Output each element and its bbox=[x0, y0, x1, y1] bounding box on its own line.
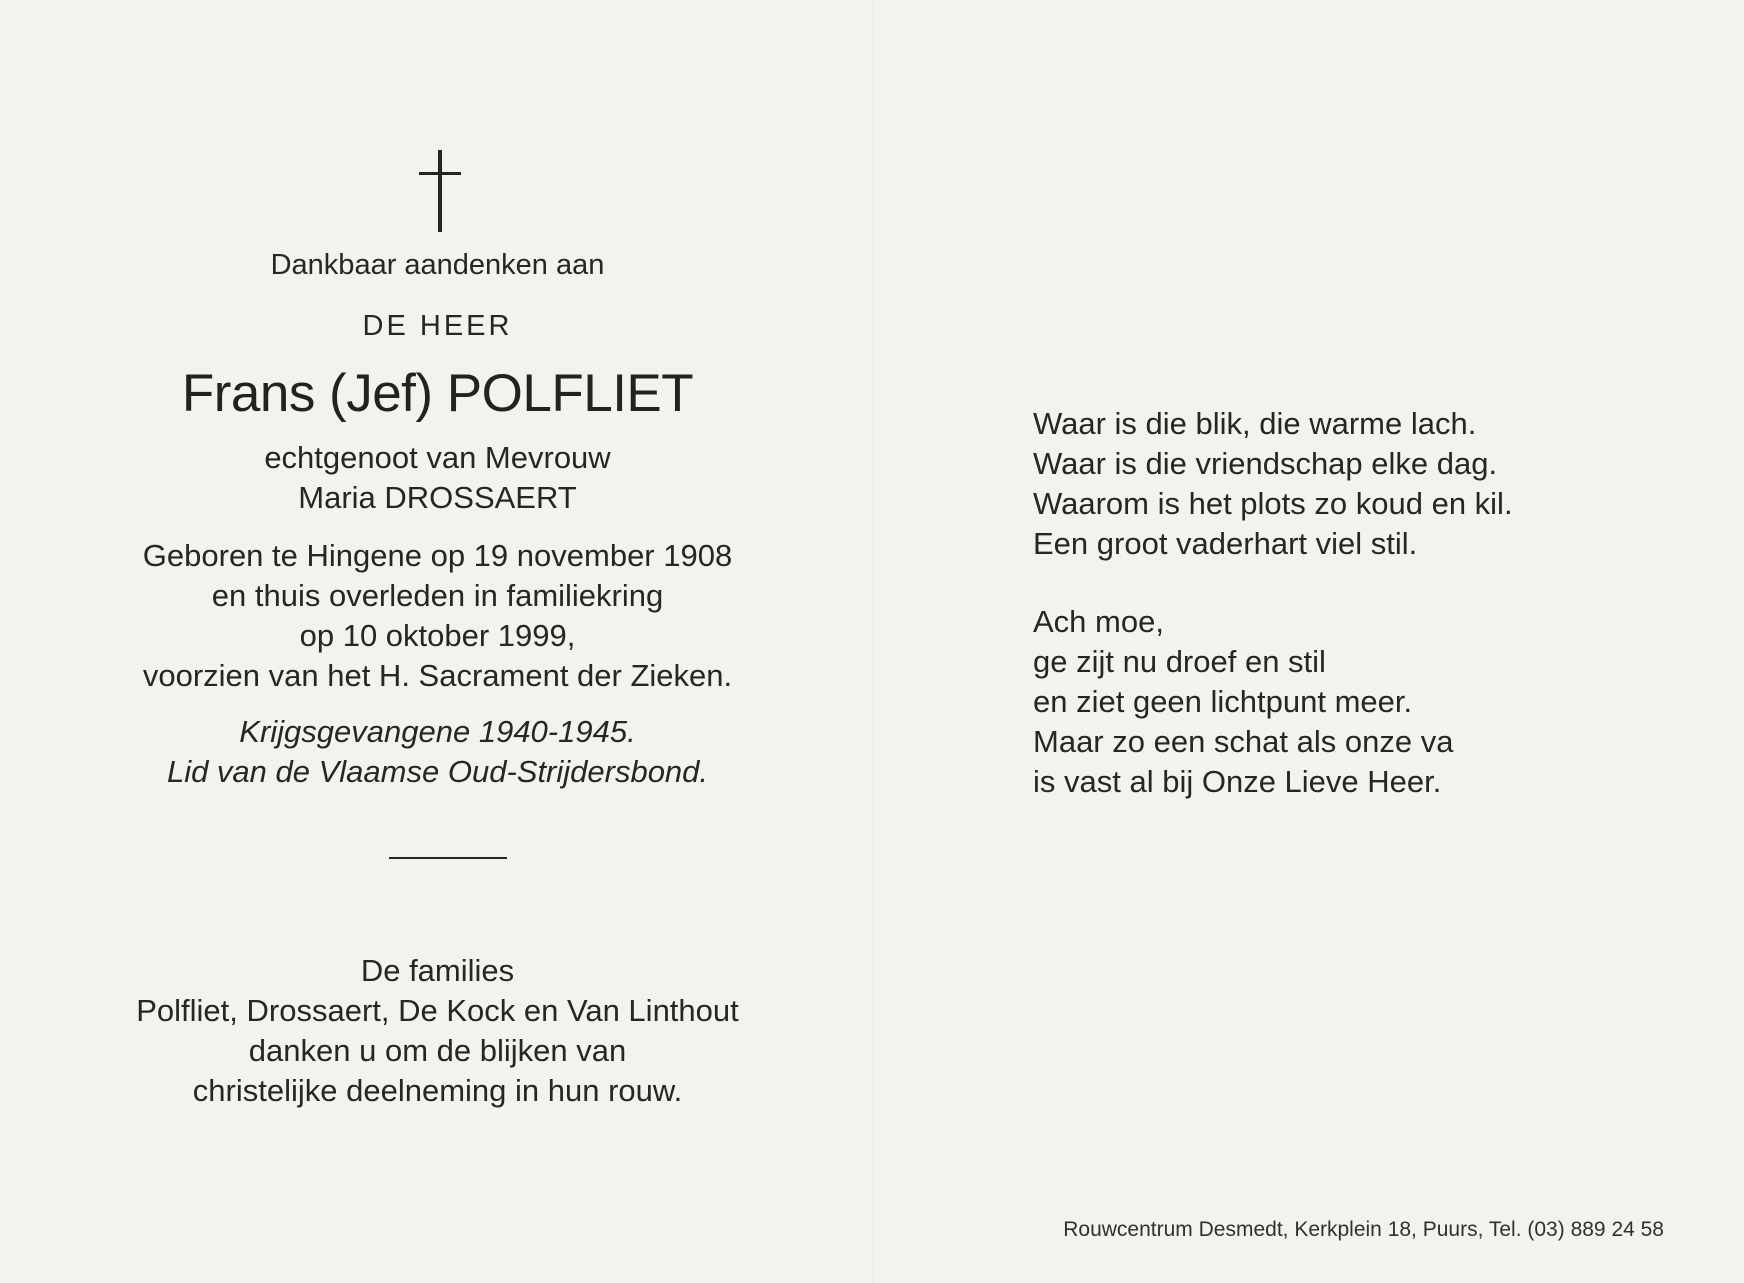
service-history-line: Krijgsgevangene 1940-1945. bbox=[239, 714, 636, 749]
funeral-home-footer: Rouwcentrum Desmedt, Kerkplein 18, Puurs, Tel. (03) 889 24 58 bbox=[1063, 1218, 1664, 1241]
spouse-name: Maria DROSSAERT bbox=[298, 480, 577, 515]
poem-line: Waar is die vriendschap elke dag. bbox=[1033, 446, 1498, 481]
poem-line: en ziet geen lichtpunt meer. bbox=[1033, 684, 1413, 719]
honorific-title: DE HEER bbox=[362, 310, 513, 342]
poem-line: Maar zo een schat als onze va bbox=[1033, 724, 1454, 759]
poem-line: Waarom is het plots zo koud en kil. bbox=[1033, 486, 1513, 521]
poem-line: Een groot vaderhart viel stil. bbox=[1033, 526, 1418, 561]
cross-icon-horizontal bbox=[419, 172, 461, 175]
section-divider bbox=[389, 857, 507, 859]
service-history-line: Lid van de Vlaamse Oud-Strijdersbond. bbox=[166, 754, 709, 789]
family-thanks-line: christelijke deelneming in hun rouw. bbox=[192, 1073, 683, 1108]
poem-line: Ach moe, bbox=[1033, 604, 1164, 639]
family-thanks-line: De families bbox=[360, 953, 515, 988]
service-history-block bbox=[80, 712, 795, 792]
poem-line: Waar is die blik, die warme lach. bbox=[1033, 406, 1477, 441]
cross-icon bbox=[410, 130, 470, 230]
biography-line: en thuis overleden in familiekring bbox=[211, 578, 664, 613]
family-thanks-block bbox=[80, 951, 795, 1111]
biography-block bbox=[80, 536, 795, 696]
poem-line: is vast al bij Onze Lieve Heer. bbox=[1033, 764, 1442, 799]
left-panel bbox=[80, 130, 795, 1111]
family-thanks-line: danken u om de blijken van bbox=[248, 1033, 627, 1068]
family-thanks-line: Polfliet, Drossaert, De Kock en Van Linthout bbox=[136, 993, 739, 1028]
spouse-block bbox=[80, 438, 795, 518]
deceased-name: Frans (Jef) POLFLIET bbox=[181, 364, 694, 423]
biography-line: voorzien van het H. Sacrament der Zieken. bbox=[142, 658, 733, 693]
poem-stanza-1 bbox=[1033, 404, 1653, 564]
spouse-line: echtgenoot van Mevrouw bbox=[264, 440, 611, 475]
poem-panel bbox=[1033, 404, 1653, 840]
biography-line: op 10 oktober 1999, bbox=[299, 618, 576, 653]
poem-stanza-2 bbox=[1033, 602, 1653, 802]
cross-icon-vertical bbox=[438, 150, 442, 232]
card-fold bbox=[872, 0, 873, 1283]
poem-line: ge zijt nu droef en stil bbox=[1033, 644, 1326, 679]
intro-text: Dankbaar aandenken aan bbox=[270, 249, 605, 281]
biography-line: Geboren te Hingene op 19 november 1908 bbox=[142, 538, 733, 573]
